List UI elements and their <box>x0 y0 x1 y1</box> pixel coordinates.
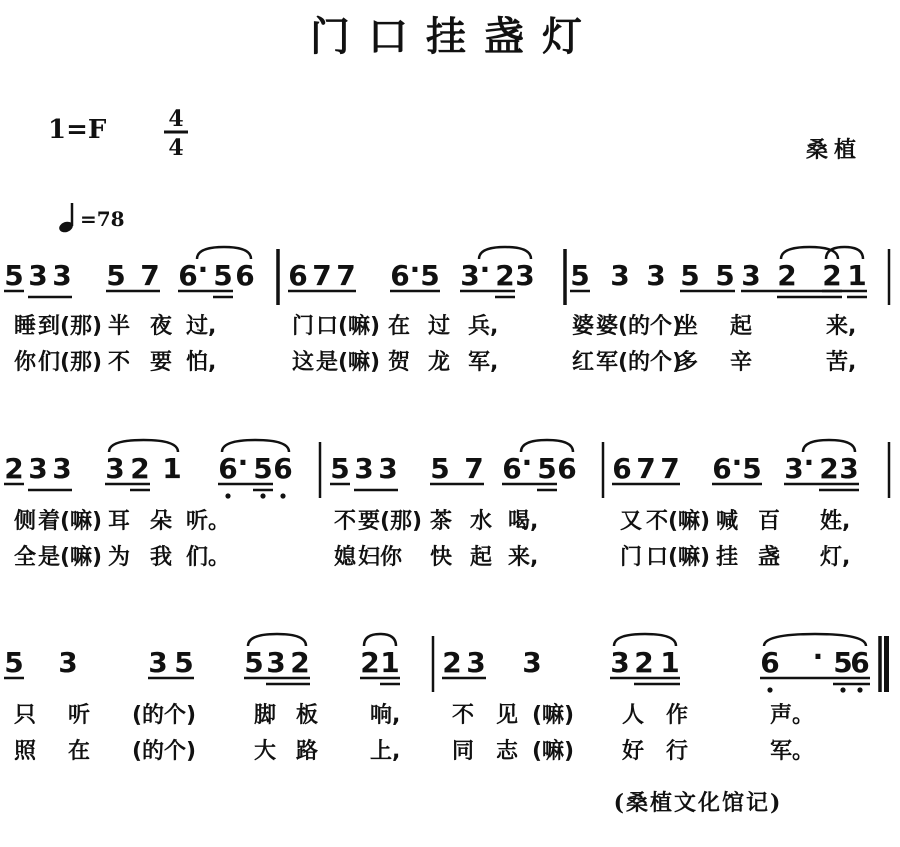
note-numeral: 3 <box>839 452 859 485</box>
lyric-syllable: 龙 <box>428 350 451 375</box>
lyric-syllable: 大 <box>254 739 277 764</box>
note-numeral: 3 <box>610 259 630 292</box>
lyric-syllable: 挂 <box>716 545 739 570</box>
note-numeral: 3 <box>784 452 804 485</box>
staff-system <box>4 634 889 764</box>
lyric-syllable: 好 <box>622 739 645 764</box>
staff-system <box>4 440 889 570</box>
note-numeral: 6 <box>557 452 577 485</box>
lyric-syllable: 见 <box>496 703 519 728</box>
note-numeral: 3 <box>646 259 666 292</box>
lyric-syllable: (那) <box>60 350 103 375</box>
note-numeral: 3 <box>610 646 630 679</box>
lyric-syllable: (嘛) <box>668 509 711 534</box>
note-numeral: 3 <box>354 452 374 485</box>
lyric-syllable: 媳 <box>334 545 357 570</box>
lyric-syllable: 们 <box>38 350 61 375</box>
lyric-syllable: 耳 <box>108 509 131 534</box>
lyric-syllable: 全 <box>14 545 37 570</box>
time-signature-top: 4 <box>168 106 184 132</box>
lyric-syllable: 不 <box>334 509 357 534</box>
note-numeral: 1 <box>660 646 680 679</box>
augmentation-dot: · <box>731 446 743 479</box>
note-numeral: 3 <box>266 646 286 679</box>
lyric-syllable: 同 <box>452 739 475 764</box>
lyric-syllable: (嘛) <box>532 703 575 728</box>
note-numeral: 6 <box>218 452 238 485</box>
lyric-syllable: (的个) <box>132 703 197 728</box>
lyric-syllable: 茶 <box>430 509 453 534</box>
note-numeral: 5 <box>420 259 440 292</box>
lyric-syllable: 着 <box>38 509 61 534</box>
lyric-syllable: 军, <box>468 350 499 375</box>
lyric-syllable: 喝, <box>508 509 539 534</box>
lyric-syllable: 你 <box>380 545 403 570</box>
lyric-syllable: (嘛) <box>338 314 381 339</box>
note-numeral: 3 <box>466 646 486 679</box>
lyric-syllable: 辛 <box>730 350 753 375</box>
octave-dot <box>840 687 845 692</box>
final-barline <box>884 636 889 692</box>
note-numeral: 7 <box>464 452 484 485</box>
note-numeral: 6 <box>288 259 308 292</box>
time-signature-bottom: 4 <box>168 135 184 161</box>
quarter-note-icon <box>58 203 75 234</box>
lyric-syllable: 婆 <box>596 314 619 339</box>
lyric-syllable: 兵, <box>468 314 499 339</box>
lyric-syllable: 作 <box>666 703 689 728</box>
lyric-syllable: 婆 <box>572 314 595 339</box>
lyric-syllable: 半 <box>108 314 131 339</box>
lyric-syllable: 朵 <box>150 509 173 534</box>
lyric-syllable: 过, <box>186 314 217 339</box>
note-numeral: 2 <box>495 259 515 292</box>
lyric-syllable: 上, <box>370 739 401 764</box>
lyric-syllable: 为 <box>108 545 131 570</box>
augmentation-dot: · <box>812 640 824 673</box>
lyric-syllable: 姓, <box>820 509 851 534</box>
lyric-syllable: 灯, <box>820 545 851 570</box>
lyric-syllable: 百 <box>758 509 781 534</box>
note-numeral: 6 <box>712 452 732 485</box>
lyric-syllable: 起 <box>470 545 493 570</box>
region-label: 桑植 <box>806 137 863 163</box>
augmentation-dot: · <box>197 253 209 286</box>
note-numeral: 7 <box>140 259 160 292</box>
note-numeral: 5 <box>537 452 557 485</box>
note-numeral: 3 <box>28 452 48 485</box>
note-numeral: 7 <box>660 452 680 485</box>
lyric-syllable: 红 <box>572 350 595 375</box>
note-numeral: 5 <box>4 259 24 292</box>
lyric-syllable: 听。 <box>186 509 231 534</box>
note-numeral: 5 <box>330 452 350 485</box>
lyric-syllable: 坐 <box>676 314 699 339</box>
note-numeral: 1 <box>847 259 867 292</box>
lyric-syllable: 喊 <box>716 509 739 534</box>
song-title: 门口挂盏灯 <box>310 13 600 60</box>
octave-dot <box>857 687 862 692</box>
lyric-syllable: 响, <box>370 703 401 728</box>
note-numeral: 2 <box>634 646 654 679</box>
lyric-syllable: 门 <box>620 545 643 570</box>
augmentation-dot: · <box>237 446 249 479</box>
note-numeral: 7 <box>336 259 356 292</box>
lyric-syllable: 人 <box>622 703 645 728</box>
note-numeral: 2 <box>4 452 24 485</box>
lyric-syllable: 板 <box>296 703 319 728</box>
lyric-syllable: 在 <box>388 314 411 339</box>
note-numeral: 1 <box>380 646 400 679</box>
lyric-syllable: 路 <box>296 739 319 764</box>
lyric-syllable: 怕, <box>186 350 217 375</box>
note-numeral: 3 <box>148 646 168 679</box>
lyric-syllable: 快 <box>430 545 453 570</box>
lyric-syllable: (嘛) <box>60 509 103 534</box>
note-numeral: 3 <box>741 259 761 292</box>
note-numeral: 3 <box>58 646 78 679</box>
slur-arc <box>614 634 676 646</box>
lyric-syllable: 在 <box>68 739 91 764</box>
note-numeral: 2 <box>777 259 797 292</box>
notation-area <box>4 247 889 764</box>
note-numeral: 7 <box>636 452 656 485</box>
note-numeral: 5 <box>213 259 233 292</box>
lyric-syllable: 脚 <box>254 703 277 728</box>
lyric-syllable: 不 <box>646 509 669 534</box>
lyric-syllable: 贺 <box>388 350 411 375</box>
note-numeral: 5 <box>680 259 700 292</box>
note-numeral: 2 <box>442 646 462 679</box>
note-numeral: 5 <box>4 646 24 679</box>
lyric-syllable: 不 <box>452 703 475 728</box>
staff-system <box>4 247 889 375</box>
note-numeral: 6 <box>273 452 293 485</box>
lyric-syllable: 妇 <box>358 545 381 570</box>
lyric-syllable: 门 <box>292 314 315 339</box>
lyric-syllable: 是 <box>38 545 61 570</box>
lyric-syllable: 要 <box>150 350 173 375</box>
source-credit: (桑植文化馆记) <box>613 790 783 816</box>
note-numeral: 2 <box>819 452 839 485</box>
note-numeral: 3 <box>52 452 72 485</box>
lyric-syllable: 要 <box>358 509 381 534</box>
lyric-syllable: 夜 <box>150 314 173 339</box>
note-numeral: 2 <box>360 646 380 679</box>
note-numeral: 5 <box>715 259 735 292</box>
lyric-syllable: 们。 <box>186 545 231 570</box>
lyric-syllable: 来, <box>508 545 539 570</box>
octave-dot <box>280 493 285 498</box>
lyric-syllable: 行 <box>666 739 689 764</box>
augmentation-dot: · <box>521 446 533 479</box>
note-numeral: 5 <box>174 646 194 679</box>
lyric-syllable: (那) <box>60 314 103 339</box>
augmentation-dot: · <box>409 253 421 286</box>
slur-arc <box>222 440 289 452</box>
lyric-syllable: 口 <box>646 545 669 570</box>
note-numeral: 5 <box>106 259 126 292</box>
note-numeral: 6 <box>390 259 410 292</box>
note-numeral: 7 <box>312 259 332 292</box>
note-numeral: 6 <box>178 259 198 292</box>
note-numeral: 5 <box>742 452 762 485</box>
lyric-syllable: (的个) <box>132 739 197 764</box>
note-numeral: 6 <box>850 646 870 679</box>
lyric-syllable: (嘛) <box>60 545 103 570</box>
tempo-marking: =78 <box>80 207 125 231</box>
octave-dot <box>225 493 230 498</box>
note-numeral: 5 <box>430 452 450 485</box>
slur-arc <box>364 634 396 646</box>
augmentation-dot: · <box>803 446 815 479</box>
lyric-syllable: 来, <box>826 314 857 339</box>
note-numeral: 2 <box>290 646 310 679</box>
note-numeral: 5 <box>833 646 853 679</box>
octave-dot <box>767 687 772 692</box>
note-numeral: 3 <box>378 452 398 485</box>
lyric-syllable: 志 <box>496 739 519 764</box>
note-numeral: 1 <box>162 452 182 485</box>
note-numeral: 3 <box>105 452 125 485</box>
note-numeral: 6 <box>760 646 780 679</box>
lyric-syllable: (嘛) <box>338 350 381 375</box>
lyric-syllable: 多 <box>676 350 699 375</box>
note-numeral: 5 <box>253 452 273 485</box>
lyric-syllable: 听 <box>68 703 91 728</box>
lyric-syllable: 声。 <box>770 703 815 728</box>
note-numeral: 2 <box>130 452 150 485</box>
augmentation-dot: · <box>479 253 491 286</box>
lyric-syllable: 过 <box>428 314 451 339</box>
octave-dot <box>260 493 265 498</box>
lyric-syllable: 你 <box>14 350 37 375</box>
lyric-syllable: 又 <box>620 509 643 534</box>
lyric-syllable: 不 <box>108 350 131 375</box>
note-numeral: 2 <box>822 259 842 292</box>
lyric-syllable: 盏 <box>758 545 781 570</box>
lyric-syllable: 这 <box>292 350 315 375</box>
lyric-syllable: 只 <box>14 703 37 728</box>
note-numeral: 6 <box>235 259 255 292</box>
lyric-syllable: 睡 <box>14 314 37 339</box>
lyric-syllable: 我 <box>150 545 173 570</box>
lyric-syllable: (的个) <box>618 350 683 375</box>
note-numeral: 3 <box>28 259 48 292</box>
note-numeral: 3 <box>460 259 480 292</box>
lyric-syllable: (嘛) <box>532 739 575 764</box>
lyric-syllable: 苦, <box>826 350 857 375</box>
lyric-syllable: (的个) <box>618 314 683 339</box>
lyric-syllable: 军 <box>596 350 619 375</box>
note-numeral: 6 <box>502 452 522 485</box>
slur-arc <box>248 634 306 646</box>
note-numeral: 3 <box>52 259 72 292</box>
lyric-syllable: 口 <box>316 314 339 339</box>
lyric-syllable: 到 <box>38 314 61 339</box>
note-numeral: 3 <box>515 259 535 292</box>
lyric-syllable: 军。 <box>770 739 815 764</box>
lyric-syllable: (那) <box>380 509 423 534</box>
lyric-syllable: 侧 <box>14 509 37 534</box>
note-numeral: 6 <box>612 452 632 485</box>
note-numeral: 5 <box>244 646 264 679</box>
slur-arc <box>826 247 863 259</box>
lyric-syllable: 起 <box>730 314 753 339</box>
lyric-syllable: 水 <box>470 509 493 534</box>
slur-arc <box>109 440 178 452</box>
note-numeral: 5 <box>570 259 590 292</box>
slur-arc <box>781 247 838 259</box>
key-signature: 1=F <box>48 115 107 145</box>
note-numeral: 3 <box>522 646 542 679</box>
lyric-syllable: 是 <box>316 350 339 375</box>
lyric-syllable: (嘛) <box>668 545 711 570</box>
lyric-syllable: 照 <box>14 739 37 764</box>
